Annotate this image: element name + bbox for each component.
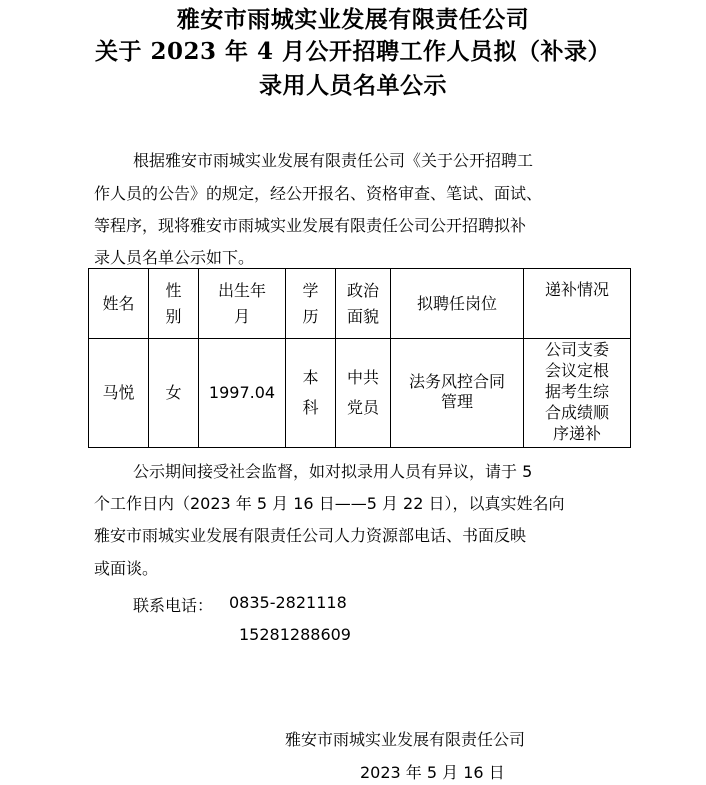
cell-name: 马悦 [89, 339, 149, 448]
intro-line-2: 作人员的公告》的规定，经公开报名、资格审查、笔试、面试、 [94, 184, 543, 203]
header-gender: 性别 [149, 269, 199, 339]
title-line-2: 关于 2023 年 4 月公开招聘工作人员拟（补录） [94, 38, 612, 65]
contact-phone-1: 0835-2821118 [229, 593, 347, 612]
header-education: 学历 [286, 269, 336, 339]
title-line-3: 录用人员名单公示 [259, 72, 447, 99]
cell-replacement: 公司支委会议定根据考生综合成绩顺序递补 [524, 339, 631, 448]
title-line-1: 雅安市雨城实业发展有限责任公司 [176, 6, 530, 33]
cell-position: 法务风控合同管理 [391, 339, 524, 448]
roster-table [88, 268, 631, 448]
notice-line-1: 公示期间接受社会监督，如对拟录用人员有异议，请于 5 [133, 462, 533, 481]
intro-line-3: 等程序，现将雅安市雨城实业发展有限责任公司公开招聘拟补 [94, 216, 527, 235]
header-birth: 出生年月 [199, 269, 286, 339]
contact-phone-2: 15281288609 [239, 625, 351, 644]
intro-line-4: 录人员名单公示如下。 [94, 248, 255, 267]
signature-company: 雅安市雨城实业发展有限责任公司 [285, 730, 526, 749]
cell-political: 中共党员 [336, 339, 391, 448]
notice-line-4: 或面谈。 [94, 559, 159, 578]
notice-line-2: 个工作日内（2023 年 5 月 16 日——5 月 22 日），以真实姓名向 [94, 494, 565, 513]
table-row [89, 339, 631, 448]
signature-date: 2023 年 5 月 16 日 [360, 763, 505, 782]
header-political: 政治面貌 [336, 269, 391, 339]
header-position: 拟聘任岗位 [391, 269, 524, 339]
cell-education: 本科 [286, 339, 336, 448]
cell-gender: 女 [149, 339, 199, 448]
cell-birth: 1997.04 [199, 339, 286, 448]
intro-line-1: 根据雅安市雨城实业发展有限责任公司《关于公开招聘工 [133, 151, 534, 170]
notice-line-3: 雅安市雨城实业发展有限责任公司人力资源部电话、书面反映 [94, 526, 527, 545]
header-name: 姓名 [89, 269, 149, 339]
header-replacement: 递补情况 [524, 269, 631, 339]
table-header-row [89, 269, 631, 339]
contact-label: 联系电话： [133, 596, 214, 615]
